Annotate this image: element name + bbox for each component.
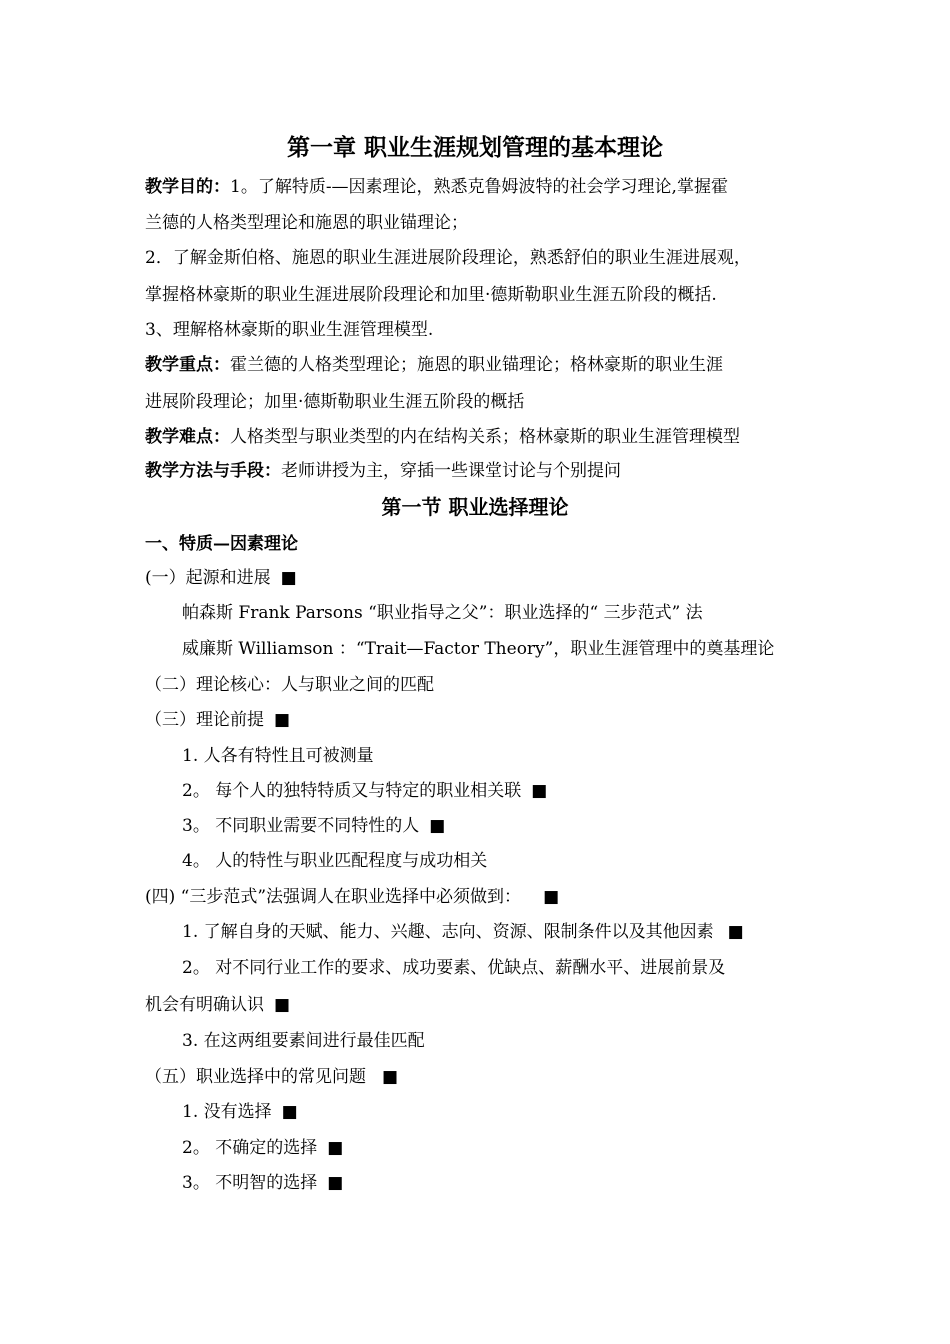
three-step-heading xyxy=(145,886,559,908)
problem-item-3 xyxy=(182,1172,343,1194)
williamson-line: 威廉斯 Williamson ：“Trait—Factor Theory”，职业生涯管理中的奠基理论 xyxy=(182,639,775,659)
square-bullet-icon: ■ xyxy=(543,887,560,907)
problem-item-2-text: 2。 不确定的选择 xyxy=(182,1138,318,1158)
step-item-2: 2。 对不同行业工作的要求、成功要素、优缺点、薪酬水平、进展前景及 xyxy=(182,958,726,978)
core-heading: （二）理论核心：人与职业之间的匹配 xyxy=(145,675,434,695)
step-item-3: 3. 在这两组要素间进行最佳匹配 xyxy=(182,1031,425,1051)
square-bullet-icon: ■ xyxy=(280,568,297,588)
subsection-title: 一、特质—因素理论 xyxy=(145,534,298,554)
objectives-line-2: 兰德的人格类型理论和施恩的职业锚理论； xyxy=(145,213,468,233)
key-points-line-1 xyxy=(145,354,723,376)
problem-item-2 xyxy=(182,1137,343,1159)
premise-item-2 xyxy=(182,780,547,802)
square-bullet-icon: ■ xyxy=(727,922,744,942)
objectives-line-4: 掌握格林豪斯的职业生涯进展阶段理论和加里·德斯勒职业生涯五阶段的概括. xyxy=(145,285,717,305)
difficulties-label: 教学难点： xyxy=(145,427,230,447)
parsons-line: 帕森斯 Frank Parsons “职业指导之父”：职业选择的“ 三步范式” 法 xyxy=(182,603,703,623)
square-bullet-icon: ■ xyxy=(274,995,291,1015)
problem-item-1 xyxy=(182,1101,298,1123)
premise-item-4: 4。 人的特性与职业匹配程度与成功相关 xyxy=(182,851,488,871)
step-item-1-text: 1. 了解自身的天赋、能力、兴趣、志向、资源、限制条件以及其他因素 xyxy=(182,922,714,942)
section-title: 第一节 职业选择理论 xyxy=(381,495,569,519)
premise-item-3-text: 3。 不同职业需要不同特性的人 xyxy=(182,816,420,836)
step-item-2-cont xyxy=(145,994,290,1016)
chapter-title: 第一章 职业生涯规划管理的基本理论 xyxy=(286,134,663,161)
methods-line xyxy=(145,460,621,482)
three-step-text: (四) “三步范式”法强调人在职业选择中必须做到： xyxy=(145,887,522,907)
problem-item-3-text: 3。 不明智的选择 xyxy=(182,1173,318,1193)
step-item-2b-text: 机会有明确认识 xyxy=(145,995,264,1015)
problems-heading xyxy=(145,1066,398,1088)
square-bullet-icon: ■ xyxy=(274,710,291,730)
methods-label: 教学方法与手段： xyxy=(145,461,281,481)
square-bullet-icon: ■ xyxy=(531,781,548,801)
premise-item-3 xyxy=(182,815,445,837)
premise-heading xyxy=(145,709,290,731)
objectives-line-3: 2．了解金斯伯格、施恩的职业生涯进展阶段理论，熟悉舒伯的职业生涯进展观， xyxy=(145,248,751,268)
objectives-label: 教学目的： xyxy=(145,177,230,197)
square-bullet-icon: ■ xyxy=(429,816,446,836)
square-bullet-icon: ■ xyxy=(327,1138,344,1158)
premise-item-2-text: 2。 每个人的独特特质又与特定的职业相关联 xyxy=(182,781,522,801)
problems-text: （五）职业选择中的常见问题 xyxy=(145,1067,366,1087)
objectives-line-1 xyxy=(145,176,728,198)
difficulties-text: 人格类型与职业类型的内在结构关系；格林豪斯的职业生涯管理模型 xyxy=(230,427,740,447)
step-item-1 xyxy=(182,921,744,943)
premise-item-1: 1. 人各有特性且可被测量 xyxy=(182,746,374,766)
square-bullet-icon: ■ xyxy=(281,1102,298,1122)
key-points-line-2: 进展阶段理论；加里·德斯勒职业生涯五阶段的概括 xyxy=(145,392,525,412)
objectives-line-5: 3、理解格林豪斯的职业生涯管理模型. xyxy=(145,320,434,340)
objectives-text-1: 1。了解特质-—因素理论，熟悉克鲁姆波特的社会学习理论,掌握霍 xyxy=(230,177,728,197)
problem-item-1-text: 1. 没有选择 xyxy=(182,1102,272,1122)
origin-text: (一）起源和进展 xyxy=(145,568,271,588)
square-bullet-icon: ■ xyxy=(382,1067,399,1087)
difficulties-line xyxy=(145,426,740,448)
key-points-text: 霍兰德的人格类型理论；施恩的职业锚理论；格林豪斯的职业生涯 xyxy=(230,355,723,375)
origin-heading xyxy=(145,567,297,589)
key-points-label: 教学重点： xyxy=(145,355,230,375)
methods-text: 老师讲授为主，穿插一些课堂讨论与个别提问 xyxy=(281,461,621,481)
premise-text: （三）理论前提 xyxy=(145,710,264,730)
square-bullet-icon: ■ xyxy=(327,1173,344,1193)
